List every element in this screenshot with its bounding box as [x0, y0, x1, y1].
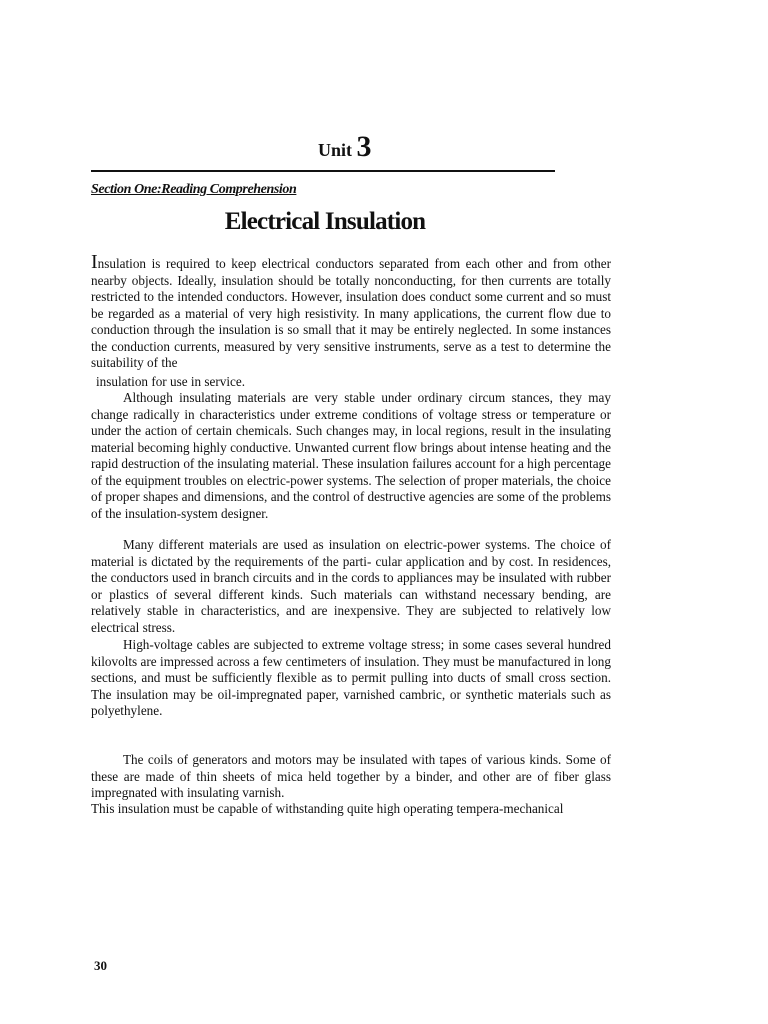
- paragraph-5: The coils of generators and motors may be insulated with tapes of various kinds. Some of these are made of thin sheets of mica held together by a binder, and other are of fiber glass impregnated with insulating varnish.: [91, 752, 611, 800]
- paragraph-1-tail: insulation for use in service.: [96, 374, 246, 389]
- paragraph-3: Many different materials are used as insulation on electric-power systems. The choice of material is dictated by the requirements of the parti- cular application and by cost. In residences, the conductors used in branch circuits and in the cords to appliances may be insulated with rubber or plastics of several different kinds. Such materials can withstand necessary bending, are relatively stable in characteristics, and are inexpensive. They are subjected to relatively low electrical stress.: [91, 537, 611, 635]
- page-number: 30: [94, 958, 107, 973]
- paragraph-1: [91, 251, 611, 372]
- section-label: Section One:Reading Comprehension: [91, 182, 297, 197]
- paragraph-5-tail: This insulation must be capable of withstanding quite high operating tempera-mechanical: [91, 801, 564, 816]
- paragraph-4: High-voltage cables are subjected to extreme voltage stress; in some cases several hundred kilovolts are impressed across a few centimeters of insulation. They must be manufactured in long sections, and must be sufficiently flexible as to permit pulling into ducts of small cross section. The insulation may be oil-impregnated paper, varnished cambric, or synthetic materials such as polyethylene.: [91, 637, 611, 718]
- paragraph-1-body: nsulation is required to keep electrical conductors separated from each other and from other nearby objects. Ideally, insulation should be totally nonconducting, for then currents are totally restricted to the intended conductors. However, insulation does conduct some current and so must be regarded as a material of very high resistivity. In many applications, the current flow due to conduction through the insulation is so small that it may be entirely neglected. In some instances the conduction currents, measured by very sensitive instruments, serve as a test to determine the suitability of the: [91, 256, 611, 370]
- unit-heading: [318, 132, 372, 165]
- unit-divider: [91, 170, 555, 172]
- article-title: Electrical Insulation: [224, 208, 426, 235]
- unit-label: Unit: [318, 140, 353, 160]
- drop-cap: I: [91, 251, 98, 273]
- unit-number: 3: [356, 130, 372, 163]
- paragraph-2: Although insulating materials are very stable under ordinary circum stances, they may change radically in characteristics under extreme conditions of voltage stress or temperature or under the action of certain chemicals. Such changes may, in local regions, result in the insulating material becoming highly conductive. Unwanted current flow brings about intense heating and the rapid destruction of the insulating material. These insulation failures account for a high percentage of the equipment troubles on electric-power systems. The selection of proper materials, the choice of proper shapes and dimensions, and the control of destructive agencies are some of the problems of the insulation-system designer.: [91, 390, 611, 521]
